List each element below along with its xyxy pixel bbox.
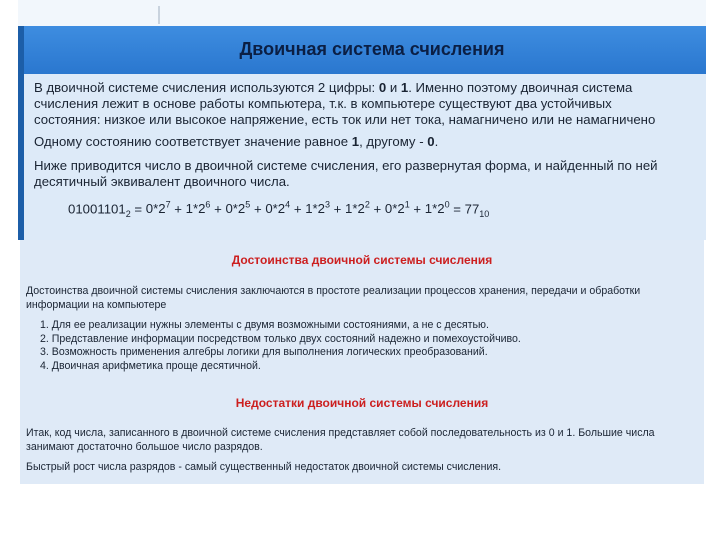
formula-term: $1*2^3$ [305, 200, 331, 217]
advantages-heading: Достоинства двоичной системы счисления [231, 253, 493, 267]
formula-term: $1*2^2$ [345, 200, 370, 217]
disadvantages-conclusion: Быстрый рост числа разрядов - самый существенный недостаток двоичной системы счисления. [26, 461, 502, 473]
formula-term: $0*2^4$ [265, 200, 291, 217]
advantages-text-line-2: информации на компьютере [26, 298, 167, 311]
intro-text-line-1: Ниже приводится число в двоичной системе счисления, его развернутая форма, и найденный по ней [34, 158, 658, 173]
base-subscript: 10 [479, 209, 490, 220]
digit-zero: 0 [427, 134, 435, 149]
formula-term: $0*2^7$ [145, 200, 171, 217]
formula-term: $1*2^0$ [424, 200, 450, 217]
disadvantages-text-line-1: Итак, код числа, записанного в двоичной системе счисления представляет собой последовательность из 0 и 1. Большие числа [26, 427, 655, 439]
binary-number: 01001101 [68, 201, 126, 217]
screenshot-top [18, 0, 706, 240]
intro-paragraph-1 [34, 80, 704, 127]
intro-paragraph-3 [34, 158, 658, 190]
digit-one: 1 [351, 134, 360, 149]
intro-text: , другому - [359, 134, 428, 149]
disadvantages-heading: Недостатки двоичной системы счисления [235, 396, 489, 410]
formula-term: $0*2^5$ [225, 200, 251, 217]
disadvantages-text-line-2: занимают достаточно большое число разрядов. [26, 440, 263, 453]
intro-text: . [434, 134, 439, 149]
base-subscript: 2 [125, 209, 131, 220]
decimal-result: 77 [464, 201, 480, 217]
list-item: 4. Двоичная арифметика проще десятичной. [40, 359, 261, 372]
screenshot-bottom [20, 240, 704, 484]
digit-one: 1 [400, 80, 409, 95]
intro-text: и [386, 80, 401, 95]
left-edge-shadow [18, 26, 24, 240]
intro-panel [24, 74, 706, 240]
intro-text: В двоичной системе счисления используются 2 цифры: [34, 80, 379, 95]
list-item: 2. Представление информации посредством только двух состояний надежно и помехоустойчиво. [40, 332, 521, 345]
binary-expansion-formula: $01001101_2 = 0*2^7 + 1*2^6 + 0*2^5 + 0*2^4 + 1*2^3 + 1*2^2 + 0*2^1 + 1*2^0 = 77_{10}$ [68, 200, 490, 220]
title-bar [18, 26, 706, 74]
advantages-list [40, 319, 521, 373]
formula-term: $0*2^1$ [384, 200, 410, 217]
intro-text: . Именно поэтому двоичная система [408, 80, 633, 95]
formula-term: $1*2^6$ [185, 200, 211, 217]
advantages-text-line-1: Достоинства двоичной системы счисления заключаются в простоте реализации процессов хранения, передачи и обработки [26, 285, 641, 297]
tab-divider [158, 6, 160, 24]
list-item: 3. Возможность применения алгебры логики для выполнения логических преобразований. [40, 346, 488, 358]
intro-paragraph-2 [34, 134, 438, 150]
advantages-text [26, 285, 640, 312]
intro-text-line-2: десятичный эквивалент двоичного числа. [34, 174, 290, 189]
page-title: Двоичная система счисления [239, 39, 505, 59]
list-item: 1. Для ее реализации нужны элементы с двумя возможными состояниями, а не с десятью. [40, 319, 489, 331]
disadvantages-text [26, 427, 655, 454]
digit-zero: 0 [378, 80, 387, 95]
intro-text-line-2: счисления лежит в основе работы компьютера, т.к. в компьютере существуют два устойчивых [34, 96, 612, 111]
intro-text: Одному состоянию соответствует значение равное [34, 134, 352, 149]
browser-tab-strip [18, 0, 706, 26]
intro-text-line-3: состояния: низкое или высокое напряжение, есть ток или нет тока, намагничено или не намагничено [34, 112, 656, 127]
